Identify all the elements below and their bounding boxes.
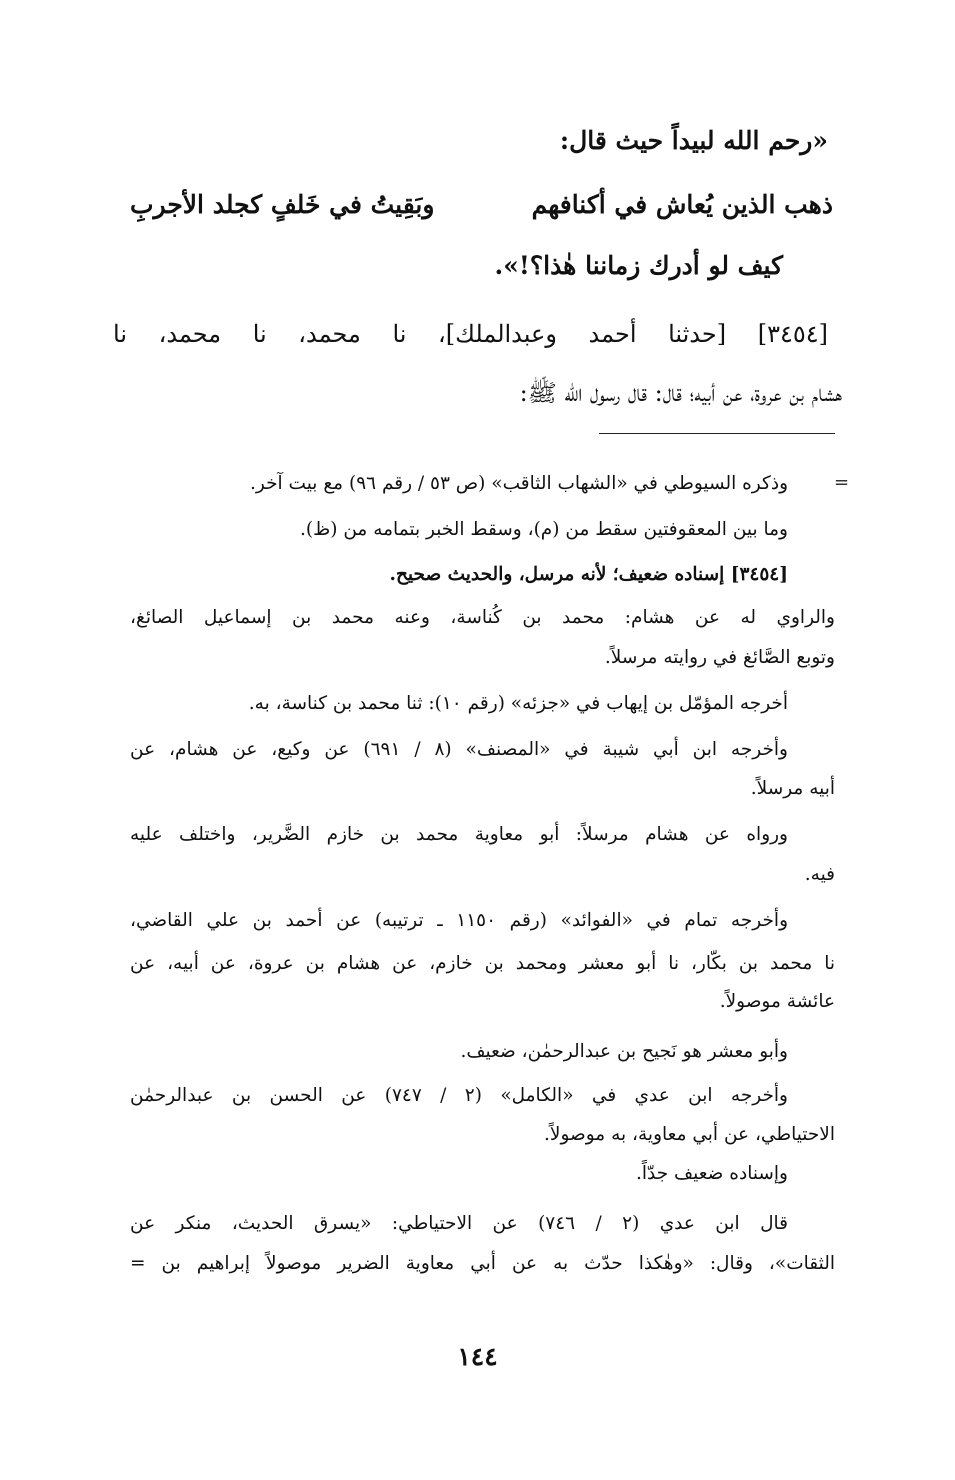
footnote-line: وإسناده ضعيف جدّاً. — [635, 1163, 788, 1184]
footnote-line: والراوي له عن هشام: محمد بن كُناسة، وعنه محمد بن إسماعيل الصائغ، — [130, 607, 835, 628]
footnote-line: فيه. — [804, 864, 835, 885]
hadith-isnad-line-2: هشام بن عروة، عن أبيه؛ قال: قال رسول الله ﷺ: — [519, 379, 842, 407]
footnote-line: أخرجه المؤمّل بن إيهاب في «جزئه» (رقم ١٠): ثنا محمد بن كناسة، به. — [248, 693, 788, 714]
footnote-line: قال ابن عدي (٢ / ٧٤٦) عن الاحتياطي: «يسرق الحديث، منكر عن — [130, 1213, 788, 1234]
footnote-line: الثقات»، وقال: «وهٰكذا حدّث به عن أبي معاوية الضرير موصولاً إبراهيم بن = — [130, 1253, 835, 1274]
footnote-separator — [599, 433, 835, 434]
poem-first-hemistich: ذهب الذين يُعاش في أكنافهم — [531, 190, 833, 219]
hadith-isnad-line-1: [٣٤٥٤] [حدثنا أحمد وعبدالملك]، نا محمد، نا محمد، نا — [113, 320, 828, 348]
poem-intro-line: «رحم الله لبيداً حيث قال: — [559, 126, 828, 155]
footnote-line: وذكره السيوطي في «الشهاب الثاقب» (ص ٥٣ / رقم ٩٦) مع بيت آخر. — [250, 473, 788, 494]
footnote-line: وأخرجه ابن عدي في «الكامل» (٢ / ٧٤٧) عن الحسن بن عبدالرحمٰن — [130, 1085, 788, 1106]
footnote-line: وأخرجه تمام في «الفوائد» (رقم ١١٥٠ ـ ترتيبه) عن أحمد بن علي القاضي، — [130, 910, 789, 931]
footnote-line: نا محمد بن بكّار، نا أبو معشر ومحمد بن خازم، عن هشام بن عروة، عن أبيه، عن — [130, 953, 835, 974]
footnote-line: وأخرجه ابن أبي شيبة في «المصنف» (٨ / ٦٩١) عن وكيع، عن هشام، عن — [130, 739, 788, 760]
footnote-line: عائشة موصولاً. — [719, 991, 835, 1012]
footnote-line: وما بين المعقوفتين سقط من (م)، وسقط الخبر بتمامه من (ظ). — [300, 519, 788, 540]
footnote-hadith-grade: [٣٤٥٤] إسناده ضعيف؛ لأنه مرسل، والحديث صحيح. — [389, 564, 788, 585]
footnote-line: أبيه مرسلاً. — [750, 778, 835, 799]
footnote-line: وتوبع الصَّائغ في روايته مرسلاً. — [604, 647, 835, 668]
poem-closing-line: كيف لو أدرك زماننا هٰذا؟!». — [494, 251, 783, 280]
footnote-line: وأبو معشر هو نَجيح بن عبدالرحمٰن، ضعيف. — [460, 1041, 788, 1062]
page-number: ١٤٤ — [457, 1342, 498, 1371]
footnote-line: ورواه عن هشام مرسلاً: أبو معاوية محمد بن خازم الضَّرير، واختلف عليه — [130, 824, 788, 845]
footnote-line: الاحتياطي، عن أبي معاوية، به موصولاً. — [544, 1124, 835, 1145]
poem-second-hemistich: وبَقِيتُ في خَلفٍ كجلد الأجربِ — [130, 190, 435, 219]
footnote-continuation-mark: = — [834, 472, 850, 493]
